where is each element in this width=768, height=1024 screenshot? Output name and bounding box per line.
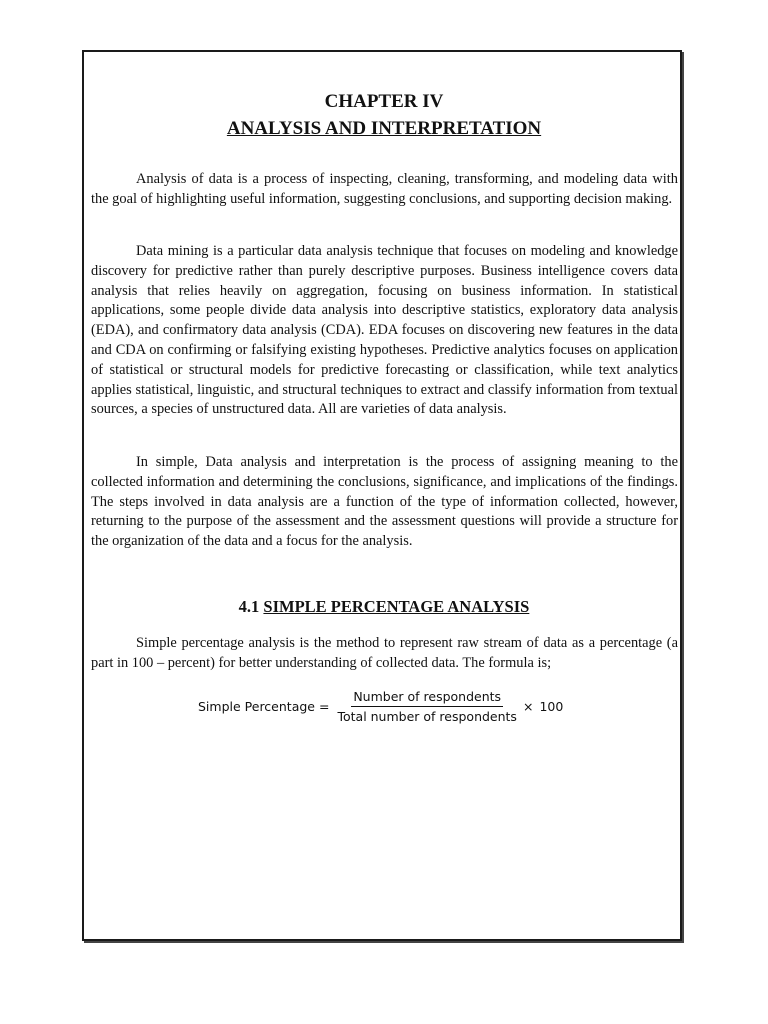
formula-equals: = [318,698,330,714]
chapter-title: ANALYSIS AND INTERPRETATION [226,118,542,139]
formula-denominator: Total number of respondents [337,708,517,724]
data-mining-paragraph: Data mining is a particular data analysis technique that focuses on modeling and knowledge discovery for predictive rather than purely descriptive purposes. Business intelligence covers data analysis that relies heavily on aggregation, focusing on business information. In statistical applications, some people divide data analysis into descriptive statistics, exploratory data analysis (EDA), and confirmatory data analysis (CDA). EDA focuses on discovering new features in the data and CDA on confirming or falsifying existing hypotheses. Predictive analytics focuses on application of statistical or structural models for predictive forecasting or classification, while text analytics applies statistical, linguistic, and structural techniques to extract and classify information from textual sources, a species of unstructured data. All are varieties of data analysis. [91,243,678,418]
formula-numerator: Number of respondents [351,689,503,707]
section-title: SIMPLE PERCENTAGE ANALYSIS [263,597,530,616]
chapter-number: CHAPTER IV [324,91,444,112]
formula-multiplier: 100 [539,698,564,714]
formula-times: × [522,698,534,714]
section-number: 4.1 [238,597,260,616]
interpretation-paragraph: In simple, Data analysis and interpretation is the process of assigning meaning to the collected information and determining the conclusions, significance, and implications of the findings. The steps involved in data analysis are a function of the type of information collected, however, returning to the purpose of the assessment and the assessment questions will provide a structure for the organization of the data and a focus for the analysis. [91,454,678,550]
section-paragraph: Simple percentage analysis is the method to represent raw stream of data as a percentage (a part in 100 – percent) for better understanding of collected data. The formula is; [91,635,678,671]
intro-paragraph: Analysis of data is a process of inspecting, cleaning, transforming, and modeling data with the goal of highlighting useful information, suggesting conclusions, and supporting decision making. [91,171,678,207]
section-heading [0,596,768,618]
percentage-formula [198,684,563,728]
formula-lhs: Simple Percentage [198,698,315,714]
formula-fraction [335,689,518,724]
